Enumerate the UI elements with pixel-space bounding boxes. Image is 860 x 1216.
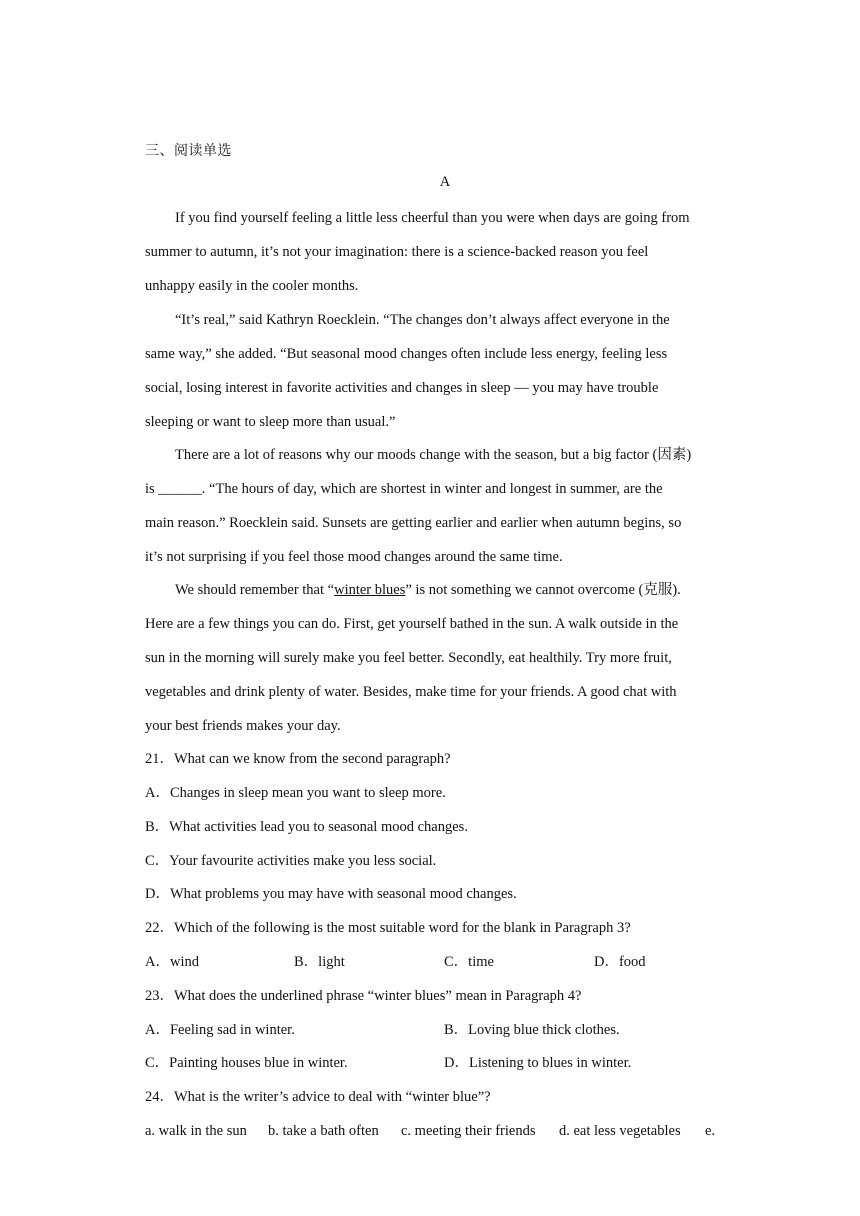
question-23-option-d: D．Listening to blues in winter. [444, 1055, 632, 1071]
paragraph-4-text-after: ” is not something we cannot overcome (克服). [405, 582, 681, 598]
question-21-stem: 21．What can we know from the second paragraph? [145, 751, 451, 767]
question-24-item-e: e. [705, 1123, 716, 1139]
paragraph-3-line-1: There are a lot of reasons why our moods change with the season, but a big factor (因素) [175, 447, 692, 463]
paragraph-2-line-4: sleeping or want to sleep more than usual.” [145, 414, 396, 430]
question-24-item-d: d. eat less vegetables [559, 1123, 681, 1139]
paragraph-4-text-before: We should remember that “ [175, 582, 335, 598]
question-23-option-c: C．Painting houses blue in winter. [145, 1055, 348, 1071]
paragraph-1-line-3: unhappy easily in the cooler months. [145, 278, 359, 294]
question-24-item-b: b. take a bath often [268, 1123, 379, 1139]
question-21-option-a: A．Changes in sleep mean you want to sleep more. [145, 785, 446, 801]
paragraph-4-line-3: sun in the morning will surely make you feel better. Secondly, eat healthily. Try more fruit, [145, 650, 672, 666]
paragraph-4-line-1 [175, 580, 681, 600]
paragraph-1-line-2: summer to autumn, it’s not your imagination: there is a science-backed reason you feel [145, 244, 649, 260]
paragraph-3-line-3: main reason.” Roecklein said. Sunsets are getting earlier and earlier when autumn begins, so [145, 515, 682, 531]
question-23-stem: 23．What does the underlined phrase “winter blues” mean in Paragraph 4? [145, 988, 582, 1004]
paragraph-2-line-3: social, losing interest in favorite activities and changes in sleep — you may have trouble [145, 380, 659, 396]
paragraph-4-line-4: vegetables and drink plenty of water. Besides, make time for your friends. A good chat with [145, 684, 677, 700]
question-22-option-d: D．food [594, 954, 646, 970]
question-22-option-a: A．wind [145, 954, 199, 970]
question-22-stem: 22．Which of the following is the most suitable word for the blank in Paragraph 3? [145, 920, 631, 936]
question-23-option-b: B．Loving blue thick clothes. [444, 1022, 620, 1038]
question-21-option-b: B．What activities lead you to seasonal mood changes. [145, 819, 468, 835]
question-21-option-d: D．What problems you may have with seasonal mood changes. [145, 886, 517, 902]
question-24-item-a: a. walk in the sun [145, 1123, 247, 1139]
paragraph-1-line-1: If you find yourself feeling a little less cheerful than you were when days are going from [175, 210, 690, 226]
question-24-item-c: c. meeting their friends [401, 1123, 536, 1139]
paragraph-4-line-5: your best friends makes your day. [145, 718, 341, 734]
underlined-phrase: winter blues [334, 582, 406, 598]
question-22-option-c: C．time [444, 954, 494, 970]
paragraph-2-line-1: “It’s real,” said Kathryn Roecklein. “The changes don’t always affect everyone in the [175, 312, 670, 328]
paragraph-4-line-2: Here are a few things you can do. First, get yourself bathed in the sun. A walk outside in the [145, 616, 679, 632]
question-24-stem: 24．What is the writer’s advice to deal with “winter blue”? [145, 1089, 491, 1105]
section-title: 三、阅读单选 [145, 143, 232, 159]
paragraph-3-line-2: is ______. “The hours of day, which are shortest in winter and longest in summer, are the [145, 481, 663, 497]
question-23-option-a: A．Feeling sad in winter. [145, 1022, 295, 1038]
paragraph-3-line-4: it’s not surprising if you feel those mood changes around the same time. [145, 549, 563, 565]
question-21-option-c: C．Your favourite activities make you less social. [145, 853, 437, 869]
passage-label: A [439, 174, 451, 190]
question-22-option-b: B．light [294, 954, 345, 970]
paragraph-2-line-2: same way,” she added. “But seasonal mood changes often include less energy, feeling less [145, 346, 668, 362]
